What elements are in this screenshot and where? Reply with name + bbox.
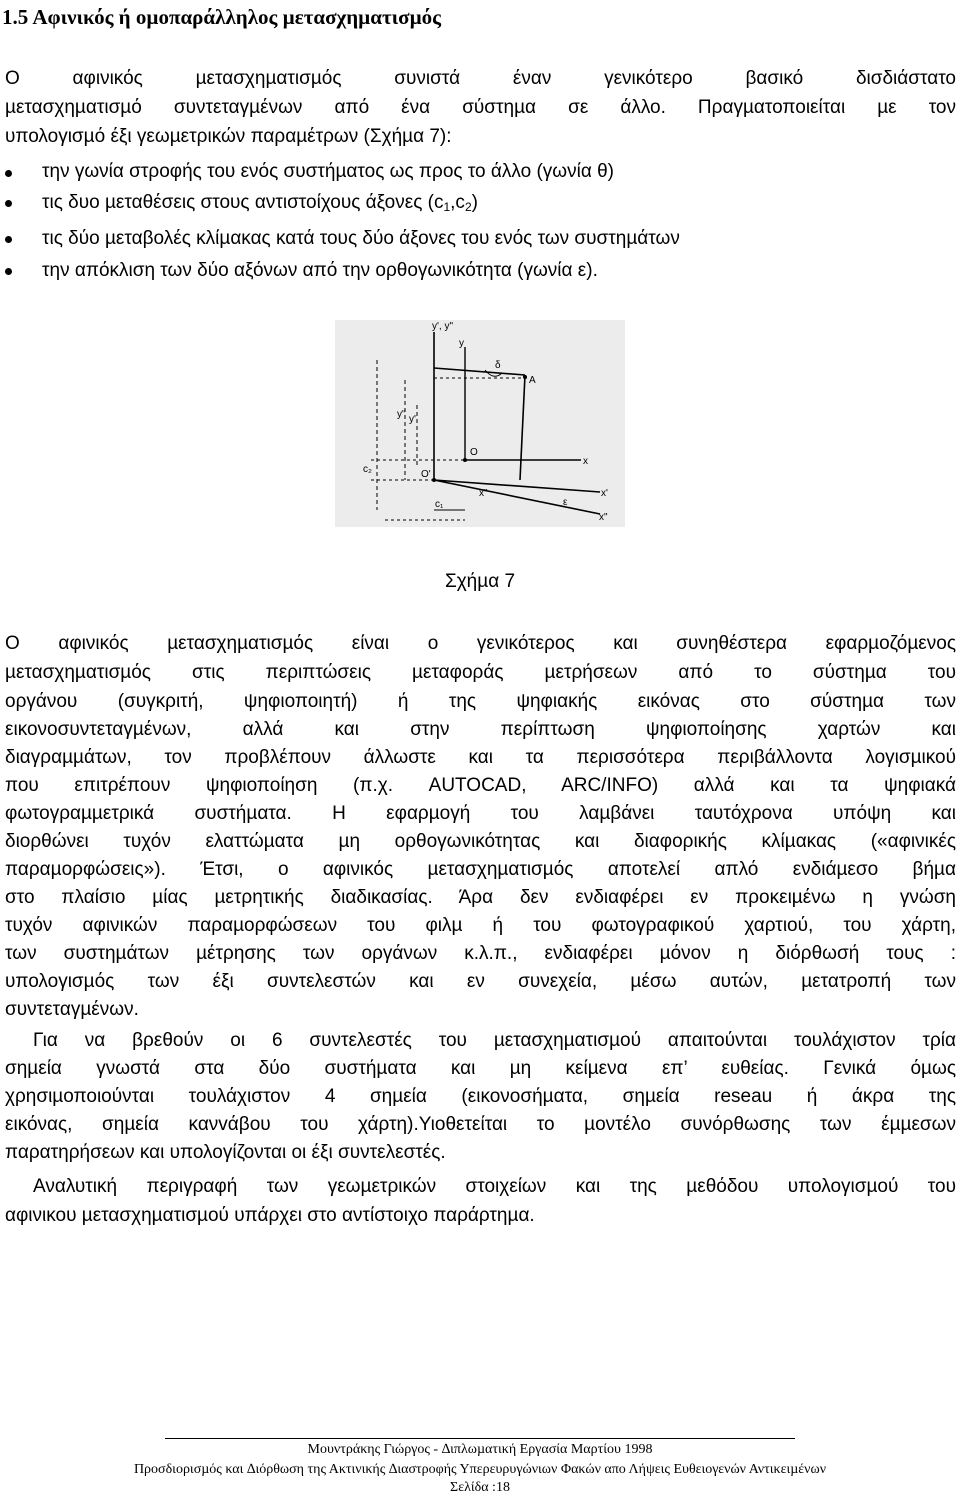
label-a: A [529,375,536,386]
body-p1-line-6: που επιτρέπουν ψηφιοποίηση (π.χ. AUTOCAD, ARC/INFO) αλλά και τα ψηφιακά [5,775,956,796]
body-p1-line-9: παραµορφώσεις»). Έτσι, ο αφινικός µετασχηµατισµός αποτελεί απλό ενδιάµεσο βήµα [5,859,956,880]
list-item-text: τις δυο µεταθέσεις στους αντιστοίχους άξονες (c [42,192,444,213]
list-item-scale: τις δύο µεταβολές κλίµακας κατά τους δύο άξονες του ενός των συστηµάτων [42,228,680,249]
label-x: x [583,456,588,467]
label-o: O [470,447,478,458]
footer-title: Προσδιορισµός και ∆ιόρθωση της Ακτινικής ∆ιαστροφής Υπερευρυγώνιων Φακών απο Λήψεις Ευθειογενών Αντικειµένων [133,1462,827,1477]
intro-line-3: υπολογισµό έξι γεωµετρικών παραµέτρων (Σχήµα 7): [5,126,452,147]
intro-line-1: Ο αφινικός µετασχηµατισµός συνιστά έναν γενικότερο βασικό δισδιάστατο [5,68,956,89]
body-p2-line-2: σηµεία γνωστά στα δύο συστήµατα και µη κείµενα επ’ ευθείας. Γενικά όµως [5,1058,956,1079]
body-p2-line-4: εικόνας, σηµεία κανvάβου του χάρτη).Υιοθετείται το µοντέλο συνόρθωσης των έµµεσων [5,1114,956,1135]
bullet-icon [5,200,12,207]
label-y: y [459,338,464,349]
section-heading: 1.5 Αφινικός ή οµοπαράλληλος µετασχηµατισµός [2,5,442,29]
list-item-text: ,c [450,192,465,213]
body-p1-line-13: υπολογισµός των έξι συντελεστών και εν συνεχεία, µέσω αυτών, µετατροπή των [5,971,956,992]
footer-author: Μουντράκης Γιώργος - ∆ιπλωµατική Εργασία Μαρτίου 1998 [307,1442,653,1457]
body-p3-line-2: αφινικου µετασχηµατισµού υπάρχει στο αντίστοιχο παράρτηµα. [5,1205,535,1226]
body-p2-line-5: παρατηρήσεων και υπολογίζονται οι έξι συντελεστές. [5,1142,446,1163]
body-p2-line-3: χρησιµοποιούνται τουλάχιστον 4 σηµεία (εικονοσήµατα, σηµεία reseau ή άκρα της [5,1086,956,1107]
label-o-prime: O' [421,469,431,480]
list-item-translations [42,191,478,215]
body-p1-line-4: εικονοσυντεταγµένων, αλλά και στην περίπτωση ψηφιοποίησης χαρτών και [5,719,956,740]
list-item-rotation: την γωνία στροφής του ενός συστήµατος ως προς το άλλο (γωνία θ) [42,161,614,182]
bullet-icon [5,236,12,243]
body-p1-line-2: µετασχηµατισµός στις περιπτώσεις µεταφοράς µετρήσεων από το σύστηµα του [5,662,956,683]
list-item-text: ) [471,192,478,213]
body-p2-line-1: Για να βρεθούν οι 6 συντελεστές του µετασχηµατισµού απαιτούνται τουλάχιστον τρία [33,1030,956,1051]
bullet-icon [5,268,12,275]
body-p1-line-11: τυχόν αφινικών παραµορφώσεων του φιλµ ή του φωτογραφικού χαρτιού, του χάρτη, [5,915,956,936]
figure-affine-diagram [335,320,625,527]
intro-line-2: µετασχηµατισµό συντεταγµένων από ένα σύστηµα σε άλλο. Πραγµατοποιείται µε τον [5,97,956,118]
list-item-skew: την απόκλιση των δύο αξόνων από την ορθογωνικότητα (γωνία ε). [42,260,598,281]
body-p1-line-14: συντεταγµένων. [5,999,139,1020]
figure-caption: Σχήµα 7 [444,571,516,592]
label-c1: c₁ [435,499,444,510]
body-p1-line-1: Ο αφινικός µετασχηµατισµός είναι ο γενικότερος και συνηθέστερα εφαρµοζόµενος [5,633,956,654]
bullet-icon [5,170,12,177]
body-p1-line-12: των συστηµάτων µέτρησης των οργάνων κ.λ.π., ενδιαφέρει µόνον η διόρθωσή τους : [5,943,956,964]
label-y-prime-y-double-prime: y', y" [432,321,454,332]
subscript: 1 [443,200,451,214]
body-p3-line-1: Αναλυτική περιγραφή των γεωµετρικών στοιχείων και της µεθόδου υπολογισµού του [33,1176,956,1197]
body-p1-line-8: διορθώνει τυχόν ελαττώµατα µη ορθογωνικότητας και διαφορικής κλίµακας («αφινικές [5,831,956,852]
point-a [523,375,527,379]
label-delta: δ [495,360,501,371]
body-p1-line-7: φωτογραµµετρικά συστήµατα. Η εφαρµογή του λαµβάνει ταυτόχρονα υπόψη και [5,803,956,824]
subscript: 2 [464,200,472,214]
affine-diagram [335,320,625,527]
footer-divider [165,1438,795,1439]
body-p1-line-5: διαγραµµάτων, τον προβλέπουν άλλωστε και τα περισσότερα περιβάλλοντα λογισµικού [5,747,956,768]
label-epsilon: ε [563,497,568,508]
label-x-double-prime-mid: x" [479,488,488,499]
label-c2: c₂ [363,464,372,475]
label-y-double-prime-left: y" [397,409,406,420]
body-p1-line-10: στο πλαίσιο µίας µετρητικής διαδικασίας. Άρα δεν ενδιαφέρει εν προκειµένω η γνώση [5,887,956,908]
origin-o [463,458,467,462]
body-p1-line-3: οργάνου (συγκριτή, ψηφιοποιητή) ή της ψηφιακής εικόνας στο σύστηµα των [5,691,956,712]
label-x-double-prime: x" [599,512,608,523]
footer-page-number: Σελίδα :18 [450,1480,510,1495]
origin-o-prime [432,478,436,482]
label-x-prime: x' [601,488,608,499]
label-y-prime-left: y' [409,414,416,425]
